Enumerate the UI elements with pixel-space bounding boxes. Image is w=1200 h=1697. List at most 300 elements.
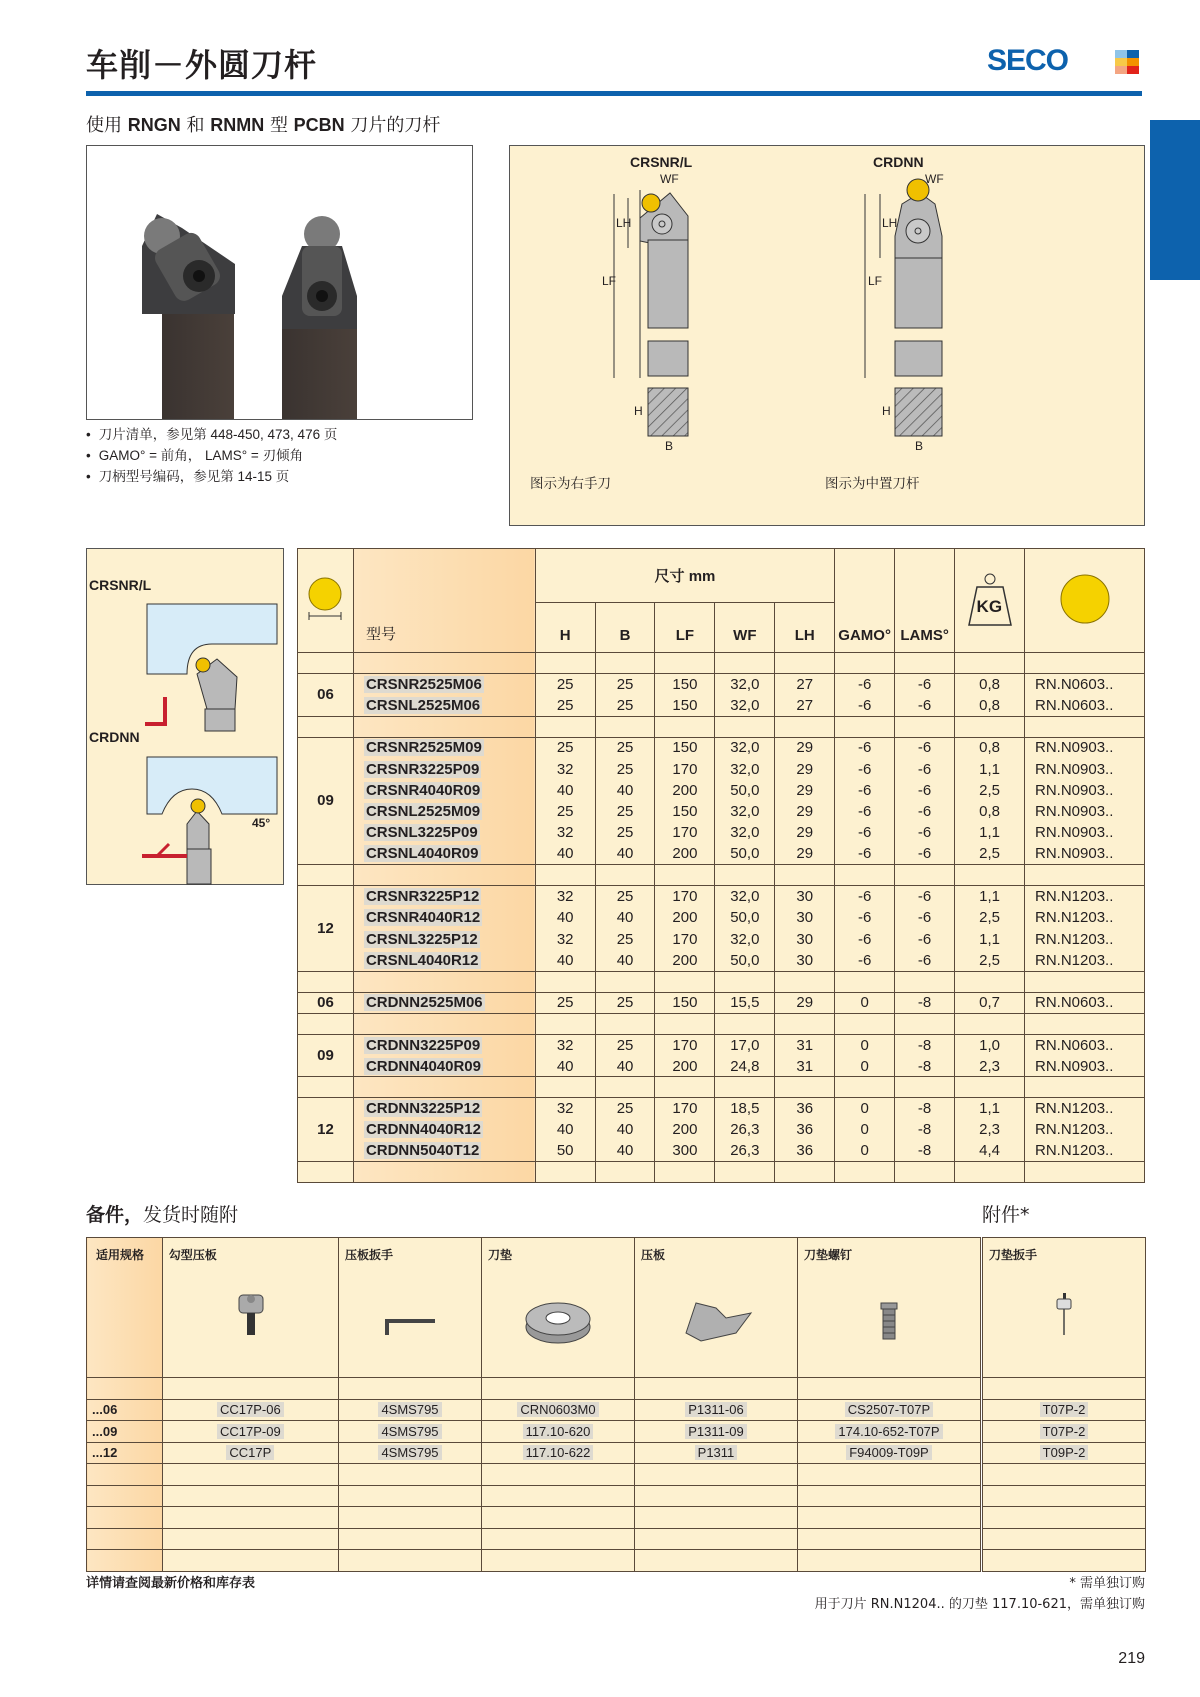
h-cell: 25 <box>535 674 595 695</box>
insert-cell: RN.N1203.. <box>1025 886 1145 907</box>
insert-size-cell: 09 <box>298 737 354 865</box>
insert-cell: RN.N0903.. <box>1025 1056 1145 1077</box>
gamo-cell: -6 <box>835 780 895 801</box>
lf-cell: 170 <box>655 1034 715 1055</box>
diagram-label-crdnn: CRDNN <box>873 154 924 170</box>
key-cell: 4SMS795 <box>338 1442 481 1464</box>
dim-h-right: H <box>882 404 891 418</box>
lf-cell: 150 <box>655 801 715 822</box>
h-cell: 50 <box>535 1141 595 1162</box>
dim-b-left: B <box>665 439 674 453</box>
size-cell: ...12 <box>87 1442 163 1464</box>
kg-cell: 4,4 <box>955 1141 1025 1162</box>
b-cell: 40 <box>595 907 655 928</box>
lf-cell: 170 <box>655 758 715 779</box>
model-cell: CRSNL3225P12 <box>353 928 535 949</box>
accessory-row <box>983 1421 1146 1443</box>
plate-cell: P1311-06 <box>634 1399 797 1421</box>
shim-key-cell: T07P-2 <box>983 1399 1146 1421</box>
lams-cell: -6 <box>895 950 955 971</box>
insert-header <box>1025 549 1145 653</box>
clamp-icon <box>169 1263 329 1363</box>
size-cell: ...09 <box>87 1421 163 1443</box>
gamo-cell: 0 <box>835 1034 895 1055</box>
lf-cell: 200 <box>655 1056 715 1077</box>
note-item: • GAMO° = 前角， LAMS° = 刃倾角 <box>86 445 337 466</box>
dimension-diagram <box>509 145 1145 526</box>
model-cell: CRDNN5040T12 <box>353 1141 535 1162</box>
wf-cell: 32,0 <box>715 801 775 822</box>
spacer-row <box>298 1013 1145 1034</box>
insert-cell: RN.N1203.. <box>1025 1119 1145 1140</box>
lh-cell: 36 <box>775 1098 835 1119</box>
insert-cell: RN.N0903.. <box>1025 737 1145 758</box>
table-row <box>298 950 1145 971</box>
insert-cell: RN.N1203.. <box>1025 950 1145 971</box>
lh-cell: 36 <box>775 1119 835 1140</box>
model-cell: CRDNN3225P12 <box>353 1098 535 1119</box>
lh-cell: 29 <box>775 780 835 801</box>
h-cell: 40 <box>535 1056 595 1077</box>
insert-size-cell: 06 <box>298 992 354 1013</box>
h-cell: 40 <box>535 907 595 928</box>
gamo-cell: 0 <box>835 992 895 1013</box>
app-label-crsnr: CRSNR/L <box>89 577 152 593</box>
wf-cell: 50,0 <box>715 950 775 971</box>
h-cell: 32 <box>535 1098 595 1119</box>
dim-h-left: H <box>634 404 643 418</box>
lf-cell: 150 <box>655 695 715 716</box>
wf-header: WF <box>715 603 775 653</box>
app-label-crdnn: CRDNN <box>89 729 140 745</box>
clamp-cell: CC17P <box>162 1442 338 1464</box>
notes-list <box>86 424 337 487</box>
kg-cell: 2,5 <box>955 950 1025 971</box>
dim-lh-right: LH <box>882 216 898 230</box>
lf-cell: 170 <box>655 886 715 907</box>
b-header: B <box>595 603 655 653</box>
b-cell: 25 <box>595 886 655 907</box>
insert-size-cell: 09 <box>298 1034 354 1077</box>
shim-key-cell: T07P-2 <box>983 1421 1146 1443</box>
clamp-cell: CC17P-09 <box>162 1421 338 1443</box>
insert-cell: RN.N0603.. <box>1025 695 1145 716</box>
table-row <box>298 907 1145 928</box>
h-cell: 32 <box>535 758 595 779</box>
footnote-shim: 用于刀片 RN.N1204.. 的刀垫 117.10-621，需单独订购 <box>814 1597 1145 1612</box>
spacer-row <box>298 1077 1145 1098</box>
table-row <box>298 674 1145 695</box>
lf-cell: 170 <box>655 928 715 949</box>
screw-cell: CS2507-T07P <box>797 1399 980 1421</box>
kg-cell: 0,8 <box>955 674 1025 695</box>
round-insert-size-icon <box>305 576 345 622</box>
model-cell: CRSNR3225P12 <box>353 886 535 907</box>
spacer-row <box>298 971 1145 992</box>
table-row <box>298 1119 1145 1140</box>
wf-cell: 50,0 <box>715 780 775 801</box>
accessory-row <box>87 1399 981 1421</box>
gamo-cell: -6 <box>835 950 895 971</box>
table-row <box>298 886 1145 907</box>
accessory-row <box>983 1442 1146 1464</box>
wf-cell: 50,0 <box>715 907 775 928</box>
wf-cell: 26,3 <box>715 1119 775 1140</box>
model-cell: CRSNR4040R12 <box>353 907 535 928</box>
b-cell: 40 <box>595 1141 655 1162</box>
lf-cell: 200 <box>655 1119 715 1140</box>
note-item: • 刀柄型号编码，参见第 14-15 页 <box>86 466 337 487</box>
gamo-cell: -6 <box>835 907 895 928</box>
b-cell: 40 <box>595 780 655 801</box>
kg-cell: 2,3 <box>955 1056 1025 1077</box>
lf-cell: 200 <box>655 907 715 928</box>
accessory-row <box>87 1442 981 1464</box>
acc-header-clamp-key: 压板扳手 <box>338 1238 481 1378</box>
wf-cell: 32,0 <box>715 886 775 907</box>
shim-key-cell: T09P-2 <box>983 1442 1146 1464</box>
h-cell: 40 <box>535 844 595 865</box>
insert-cell: RN.N0603.. <box>1025 1034 1145 1055</box>
wf-cell: 50,0 <box>715 844 775 865</box>
b-cell: 25 <box>595 695 655 716</box>
lams-cell: -6 <box>895 737 955 758</box>
wf-cell: 32,0 <box>715 737 775 758</box>
lf-cell: 200 <box>655 780 715 801</box>
weight-header <box>955 549 1025 653</box>
kg-cell: 1,1 <box>955 758 1025 779</box>
model-cell: CRSNR2525M06 <box>353 674 535 695</box>
insert-cell: RN.N0903.. <box>1025 844 1145 865</box>
wf-cell: 15,5 <box>715 992 775 1013</box>
lams-cell: -6 <box>895 886 955 907</box>
section-subtitle: 使用 RNGN 和 RNMN 型 PCBN 刀片的刀杆 <box>86 115 441 136</box>
gamo-cell: 0 <box>835 1141 895 1162</box>
gamo-cell: -6 <box>835 758 895 779</box>
clamp-cell: CC17P-06 <box>162 1399 338 1421</box>
lh-cell: 29 <box>775 992 835 1013</box>
screw-cell: 174.10-652-T07P <box>797 1421 980 1443</box>
acc-header-size: 适用规格 <box>87 1238 163 1378</box>
b-cell: 25 <box>595 1034 655 1055</box>
lh-cell: 30 <box>775 907 835 928</box>
spacer-row <box>298 716 1145 737</box>
lf-cell: 150 <box>655 674 715 695</box>
torx-key-icon <box>989 1263 1139 1363</box>
h-cell: 32 <box>535 886 595 907</box>
b-cell: 25 <box>595 928 655 949</box>
acc-header-shim-key: 刀垫扳手 <box>983 1238 1146 1378</box>
gamo-cell: 0 <box>835 1098 895 1119</box>
insert-size-header <box>298 549 354 653</box>
screw-cell: F94009-T09P <box>797 1442 980 1464</box>
empty-row <box>87 1550 981 1572</box>
table-row <box>298 780 1145 801</box>
lams-cell: -6 <box>895 844 955 865</box>
plate-cell: P1311-09 <box>634 1421 797 1443</box>
kg-cell: 1,1 <box>955 886 1025 907</box>
dim-lf-right: LF <box>868 274 883 288</box>
model-header: 型号 <box>353 549 535 653</box>
table-row <box>298 822 1145 843</box>
h-cell: 25 <box>535 737 595 758</box>
lf-cell: 170 <box>655 1098 715 1119</box>
insert-cell: RN.N1203.. <box>1025 907 1145 928</box>
model-cell: CRDNN4040R12 <box>353 1119 535 1140</box>
accessories-title: 备件，发货时随附 <box>86 1204 239 1226</box>
lh-cell: 36 <box>775 1141 835 1162</box>
lf-cell: 150 <box>655 737 715 758</box>
plate-icon <box>641 1263 791 1363</box>
machining-illustration-icon <box>87 549 285 886</box>
product-photo <box>86 145 473 420</box>
model-cell: CRSNL4040R12 <box>353 950 535 971</box>
toolholder-table <box>297 548 1145 1183</box>
insert-size-cell: 12 <box>298 1098 354 1162</box>
kg-cell: 0,7 <box>955 992 1025 1013</box>
note-item: • 刀片清单，参见第 448-450, 473, 476 页 <box>86 424 337 445</box>
lams-cell: -8 <box>895 992 955 1013</box>
weight-icon: KG <box>965 573 1015 628</box>
page-title: 车削－外圆刀杆 <box>86 46 318 84</box>
footer-note: 详情请查阅最新价格和库存表 <box>86 1576 256 1591</box>
model-cell: CRSNL2525M09 <box>353 801 535 822</box>
acc-header-clamp: 勾型压板 <box>162 1238 338 1378</box>
dim-lf-left: LF <box>602 274 617 288</box>
h-cell: 32 <box>535 1034 595 1055</box>
b-cell: 25 <box>595 822 655 843</box>
lh-cell: 30 <box>775 886 835 907</box>
model-cell: CRDNN3225P09 <box>353 1034 535 1055</box>
kg-cell: 1,0 <box>955 1034 1025 1055</box>
insert-size-cell: 12 <box>298 886 354 971</box>
gamo-header: GAMO° <box>835 549 895 653</box>
accessory-row <box>87 1421 981 1443</box>
kg-cell: 2,5 <box>955 780 1025 801</box>
empty-row <box>87 1528 981 1550</box>
extra-accessories-title: 附件* <box>982 1204 1030 1226</box>
table-row <box>298 801 1145 822</box>
wf-cell: 32,0 <box>715 758 775 779</box>
wf-cell: 24,8 <box>715 1056 775 1077</box>
lf-cell: 170 <box>655 822 715 843</box>
table-row <box>298 737 1145 758</box>
toolholder-drawing-icon <box>510 146 1146 527</box>
insert-cell: RN.N1203.. <box>1025 1141 1145 1162</box>
caption-right-hand: 图示为右手刀 <box>530 476 611 492</box>
acc-header-shim-screw: 刀垫螺钉 <box>797 1238 980 1378</box>
b-cell: 25 <box>595 801 655 822</box>
kg-cell: 2,3 <box>955 1119 1025 1140</box>
gamo-cell: -6 <box>835 674 895 695</box>
insert-cell: RN.N0603.. <box>1025 674 1145 695</box>
gamo-cell: 0 <box>835 1119 895 1140</box>
b-cell: 40 <box>595 950 655 971</box>
h-cell: 25 <box>535 801 595 822</box>
kg-cell: 0,8 <box>955 801 1025 822</box>
b-cell: 40 <box>595 1119 655 1140</box>
shim-cell: CRN0603M0 <box>481 1399 634 1421</box>
empty-row <box>87 1507 981 1529</box>
round-insert-icon <box>1055 573 1115 625</box>
h-cell: 25 <box>535 992 595 1013</box>
key-cell: 4SMS795 <box>338 1399 481 1421</box>
gamo-cell: -6 <box>835 886 895 907</box>
b-cell: 25 <box>595 758 655 779</box>
lams-cell: -6 <box>895 695 955 716</box>
plate-cell: P1311 <box>634 1442 797 1464</box>
kg-cell: 2,5 <box>955 844 1025 865</box>
gamo-cell: -6 <box>835 822 895 843</box>
table-row <box>298 1034 1145 1055</box>
h-cell: 40 <box>535 1119 595 1140</box>
b-cell: 25 <box>595 1098 655 1119</box>
model-cell: CRSNL2525M06 <box>353 695 535 716</box>
wf-cell: 26,3 <box>715 1141 775 1162</box>
lams-cell: -6 <box>895 907 955 928</box>
h-cell: 32 <box>535 822 595 843</box>
dim-lh-left: LH <box>616 216 632 230</box>
b-cell: 25 <box>595 737 655 758</box>
lh-header: LH <box>775 603 835 653</box>
table-row <box>298 1141 1145 1162</box>
table-row <box>298 758 1145 779</box>
insert-cell: RN.N0903.. <box>1025 758 1145 779</box>
hex-key-icon <box>345 1263 475 1363</box>
insert-size-cell: 06 <box>298 674 354 717</box>
lams-cell: -6 <box>895 674 955 695</box>
acc-header-shim: 刀垫 <box>481 1238 634 1378</box>
insert-cell: RN.N0903.. <box>1025 822 1145 843</box>
angle-label: 45° <box>252 816 271 830</box>
table-row <box>298 695 1145 716</box>
seco-logo: SECO <box>987 44 1069 77</box>
insert-cell: RN.N1203.. <box>1025 928 1145 949</box>
model-cell: CRSNR4040R09 <box>353 780 535 801</box>
lh-cell: 29 <box>775 758 835 779</box>
gamo-cell: -6 <box>835 844 895 865</box>
application-diagram <box>86 548 284 885</box>
page-number: 219 <box>1118 1650 1145 1667</box>
wf-cell: 32,0 <box>715 674 775 695</box>
model-cell: CRSNR3225P09 <box>353 758 535 779</box>
lams-cell: -6 <box>895 822 955 843</box>
lf-cell: 300 <box>655 1141 715 1162</box>
h-cell: 25 <box>535 695 595 716</box>
shim-icon <box>488 1263 628 1363</box>
footnote-order-separately: * 需单独订购 <box>1069 1576 1145 1591</box>
insert-cell: RN.N0903.. <box>1025 780 1145 801</box>
lams-cell: -6 <box>895 758 955 779</box>
gamo-cell: -6 <box>835 801 895 822</box>
diagram-label-crsnr: CRSNR/L <box>630 154 693 170</box>
seco-logo-squares-icon <box>1115 50 1139 74</box>
spacer-row <box>298 653 1145 674</box>
lh-cell: 29 <box>775 844 835 865</box>
kg-cell: 0,8 <box>955 737 1025 758</box>
spacer-row <box>298 865 1145 886</box>
kg-cell: 1,1 <box>955 822 1025 843</box>
insert-cell: RN.N1203.. <box>1025 1098 1145 1119</box>
insert-cell: RN.N0903.. <box>1025 801 1145 822</box>
lh-cell: 27 <box>775 674 835 695</box>
table-row <box>298 1056 1145 1077</box>
shim-screw-icon <box>804 1263 974 1363</box>
lams-cell: -8 <box>895 1056 955 1077</box>
kg-cell: 2,5 <box>955 907 1025 928</box>
wf-cell: 32,0 <box>715 822 775 843</box>
empty-row <box>87 1464 981 1486</box>
dim-wf-right: WF <box>925 172 944 186</box>
wf-cell: 32,0 <box>715 928 775 949</box>
shim-cell: 117.10-622 <box>481 1442 634 1464</box>
wf-cell: 18,5 <box>715 1098 775 1119</box>
accessory-row <box>983 1399 1146 1421</box>
lh-cell: 30 <box>775 928 835 949</box>
lh-cell: 31 <box>775 1056 835 1077</box>
b-cell: 40 <box>595 1056 655 1077</box>
extra-accessories-table <box>982 1237 1146 1572</box>
kg-cell: 1,1 <box>955 928 1025 949</box>
dim-wf-left: WF <box>660 172 679 186</box>
table-row <box>298 992 1145 1013</box>
lh-cell: 29 <box>775 822 835 843</box>
header-divider <box>86 91 1142 96</box>
h-cell: 40 <box>535 950 595 971</box>
lf-cell: 200 <box>655 950 715 971</box>
gamo-cell: -6 <box>835 928 895 949</box>
lams-cell: -8 <box>895 1119 955 1140</box>
table-row <box>298 928 1145 949</box>
lams-header: LAMS° <box>895 549 955 653</box>
lh-cell: 29 <box>775 801 835 822</box>
lf-header: LF <box>655 603 715 653</box>
kg-cell: 0,8 <box>955 695 1025 716</box>
caption-neutral: 图示为中置刀杆 <box>825 476 920 492</box>
b-cell: 25 <box>595 992 655 1013</box>
spacer-row <box>298 1162 1145 1183</box>
empty-row <box>87 1485 981 1507</box>
model-cell: CRSNL3225P09 <box>353 822 535 843</box>
b-cell: 40 <box>595 844 655 865</box>
wf-cell: 32,0 <box>715 695 775 716</box>
kg-cell: 1,1 <box>955 1098 1025 1119</box>
wf-cell: 17,0 <box>715 1034 775 1055</box>
model-cell: CRSNR2525M09 <box>353 737 535 758</box>
h-cell: 40 <box>535 780 595 801</box>
lh-cell: 31 <box>775 1034 835 1055</box>
acc-header-plate: 压板 <box>634 1238 797 1378</box>
dim-b-right: B <box>915 439 924 453</box>
insert-cell: RN.N0603.. <box>1025 992 1145 1013</box>
model-cell: CRDNN4040R09 <box>353 1056 535 1077</box>
b-cell: 25 <box>595 674 655 695</box>
lams-cell: -6 <box>895 780 955 801</box>
model-cell: CRDNN2525M06 <box>353 992 535 1013</box>
dimensions-group-header: 尺寸 mm <box>535 549 834 603</box>
lh-cell: 30 <box>775 950 835 971</box>
table-row <box>298 1098 1145 1119</box>
lf-cell: 150 <box>655 992 715 1013</box>
gamo-cell: -6 <box>835 737 895 758</box>
h-header: H <box>535 603 595 653</box>
lh-cell: 29 <box>775 737 835 758</box>
chapter-side-tab <box>1150 120 1200 280</box>
lams-cell: -8 <box>895 1141 955 1162</box>
gamo-cell: -6 <box>835 695 895 716</box>
shim-cell: 117.10-620 <box>481 1421 634 1443</box>
lf-cell: 200 <box>655 844 715 865</box>
